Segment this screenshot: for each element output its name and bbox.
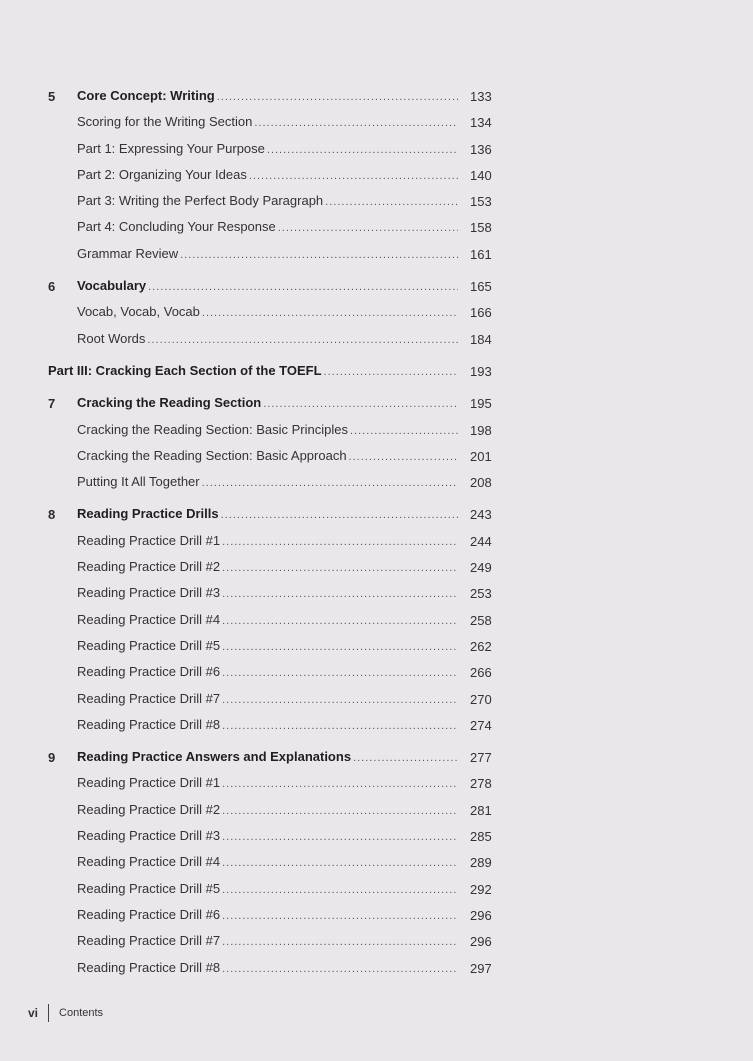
toc-page-number: 193 bbox=[470, 363, 492, 379]
dot-leader bbox=[267, 144, 458, 156]
toc-chapter-row bbox=[0, 745, 753, 771]
toc-entry bbox=[77, 585, 458, 600]
toc-part-row bbox=[0, 359, 753, 385]
toc-page-number: 262 bbox=[470, 638, 492, 654]
toc-page-number: 297 bbox=[470, 960, 492, 976]
footer-divider bbox=[48, 1004, 49, 1022]
toc-entry-title: Reading Practice Drill #5 bbox=[77, 637, 221, 653]
toc-chapter-row bbox=[0, 502, 753, 528]
toc-entry-title: Reading Practice Drill #6 bbox=[77, 664, 221, 680]
toc-sub-row bbox=[0, 444, 753, 470]
toc-entry bbox=[77, 167, 458, 182]
toc-sub-row bbox=[0, 529, 753, 555]
toc-entry bbox=[77, 193, 458, 208]
toc-entry bbox=[77, 664, 458, 679]
dot-leader bbox=[353, 752, 458, 764]
dot-leader bbox=[222, 667, 458, 679]
toc-entry-title: Part 2: Organizing Your Ideas bbox=[77, 166, 247, 182]
dot-leader bbox=[324, 366, 458, 378]
dot-leader bbox=[148, 281, 458, 293]
toc-sub-row bbox=[0, 877, 753, 903]
dot-leader bbox=[254, 117, 458, 129]
toc-entry-title: Cracking the Reading Section bbox=[77, 395, 262, 411]
toc-sub-row bbox=[0, 110, 753, 136]
toc-sub-row bbox=[0, 215, 753, 241]
toc-page-number: 285 bbox=[470, 829, 492, 845]
toc-sub-row bbox=[0, 660, 753, 686]
toc-entry bbox=[77, 881, 458, 896]
toc-entry-title: Reading Practice Drill #5 bbox=[77, 880, 221, 896]
dot-leader bbox=[222, 884, 458, 896]
toc-entry-title: Reading Practice Drill #3 bbox=[77, 828, 221, 844]
toc-sub-row bbox=[0, 824, 753, 850]
toc-sub-row bbox=[0, 418, 753, 444]
toc-sub-row bbox=[0, 798, 753, 824]
dot-leader bbox=[222, 857, 458, 869]
toc-entry bbox=[77, 691, 458, 706]
dot-leader bbox=[249, 170, 458, 182]
toc-sub-row bbox=[0, 327, 753, 353]
toc-page-number: 281 bbox=[470, 802, 492, 818]
toc-entry-title: Vocab, Vocab, Vocab bbox=[77, 304, 200, 320]
toc-entry-title: Scoring for the Writing Section bbox=[77, 114, 253, 130]
toc-entry-title: Reading Practice Drills bbox=[77, 506, 219, 522]
toc-page-number: 258 bbox=[470, 612, 492, 628]
dot-leader bbox=[217, 91, 458, 103]
toc-entry bbox=[77, 114, 458, 129]
toc-entry bbox=[77, 88, 458, 103]
toc-page-number: 201 bbox=[470, 448, 492, 464]
toc-sub-row bbox=[0, 929, 753, 955]
toc-entry-title: Part 4: Concluding Your Response bbox=[77, 219, 276, 235]
toc-entry bbox=[77, 278, 458, 293]
toc-sub-row bbox=[0, 300, 753, 326]
toc-page-number: 166 bbox=[470, 305, 492, 321]
toc-entry-title: Reading Practice Drill #1 bbox=[77, 775, 221, 791]
dot-leader bbox=[222, 694, 458, 706]
toc-page-number: 195 bbox=[470, 396, 492, 412]
toc-sub-row bbox=[0, 687, 753, 713]
dot-leader bbox=[180, 249, 458, 261]
toc-sub-row bbox=[0, 634, 753, 660]
toc-entry-title: Putting It All Together bbox=[77, 474, 200, 490]
toc-sub-row bbox=[0, 713, 753, 739]
toc-page-number: 274 bbox=[470, 717, 492, 733]
toc-sub-row bbox=[0, 956, 753, 982]
toc-page-number: 158 bbox=[470, 220, 492, 236]
toc-page-number: 165 bbox=[470, 279, 492, 295]
toc-page-number: 161 bbox=[470, 246, 492, 262]
toc-entry-title: Reading Practice Drill #2 bbox=[77, 801, 221, 817]
toc-entry bbox=[77, 219, 458, 234]
dot-leader bbox=[278, 222, 458, 234]
toc-sub-row bbox=[0, 903, 753, 929]
toc-page-number: 153 bbox=[470, 194, 492, 210]
toc-sub-row bbox=[0, 470, 753, 496]
toc-page-number: 270 bbox=[470, 691, 492, 707]
toc-entry-title: Cracking the Reading Section: Basic Approach bbox=[77, 447, 347, 463]
toc-entry bbox=[77, 422, 458, 437]
toc-entry bbox=[48, 363, 458, 378]
dot-leader bbox=[222, 778, 458, 790]
toc-entry bbox=[77, 559, 458, 574]
toc-entry-title: Reading Practice Drill #1 bbox=[77, 532, 221, 548]
toc-chapter-row bbox=[0, 274, 753, 300]
dot-leader bbox=[221, 509, 458, 521]
toc-page-number: 134 bbox=[470, 115, 492, 131]
toc-sub-row bbox=[0, 581, 753, 607]
toc-entry bbox=[77, 775, 458, 790]
toc-page-number: 266 bbox=[470, 665, 492, 681]
toc-entry-title: Reading Practice Drill #4 bbox=[77, 611, 221, 627]
dot-leader bbox=[263, 398, 458, 410]
toc-entry bbox=[77, 828, 458, 843]
toc-entry bbox=[77, 474, 458, 489]
dot-leader bbox=[222, 805, 458, 817]
toc-page-number: 296 bbox=[470, 907, 492, 923]
dot-leader bbox=[222, 910, 458, 922]
toc-entry bbox=[77, 304, 458, 319]
toc-page-number: 277 bbox=[470, 750, 492, 766]
toc-entry-title: Reading Practice Drill #7 bbox=[77, 690, 221, 706]
toc-entry-title: Reading Practice Drill #4 bbox=[77, 854, 221, 870]
page-footer bbox=[28, 1004, 103, 1022]
toc-page-number: 253 bbox=[470, 586, 492, 602]
footer-section-label: Contents bbox=[59, 1007, 104, 1019]
toc-entry bbox=[77, 638, 458, 653]
dot-leader bbox=[222, 936, 458, 948]
toc-sub-row bbox=[0, 242, 753, 268]
dot-leader bbox=[350, 425, 458, 437]
toc-entry-title: Root Words bbox=[77, 330, 146, 346]
toc-entry-title: Cracking the Reading Section: Basic Principles bbox=[77, 421, 348, 437]
table-of-contents bbox=[0, 84, 753, 982]
dot-leader bbox=[222, 536, 458, 548]
toc-entry-title: Part III: Cracking Each Section of the TOEFL bbox=[48, 362, 322, 378]
toc-sub-row bbox=[0, 850, 753, 876]
dot-leader bbox=[325, 196, 458, 208]
chapter-number: 6 bbox=[48, 279, 56, 295]
dot-leader bbox=[222, 831, 458, 843]
toc-entry bbox=[77, 448, 458, 463]
toc-entry-title: Reading Practice Drill #6 bbox=[77, 906, 221, 922]
toc-entry-title: Reading Practice Drill #8 bbox=[77, 959, 221, 975]
toc-page-number: 244 bbox=[470, 533, 492, 549]
toc-page-number: 198 bbox=[470, 422, 492, 438]
chapter-number: 8 bbox=[48, 507, 56, 523]
dot-leader bbox=[349, 451, 458, 463]
toc-entry bbox=[77, 802, 458, 817]
toc-entry bbox=[77, 141, 458, 156]
dot-leader bbox=[202, 307, 458, 319]
toc-sub-row bbox=[0, 137, 753, 163]
toc-entry-title: Reading Practice Drill #7 bbox=[77, 933, 221, 949]
chapter-number: 7 bbox=[48, 396, 56, 412]
dot-leader bbox=[222, 615, 458, 627]
toc-entry-title: Vocabulary bbox=[77, 278, 147, 294]
toc-sub-row bbox=[0, 189, 753, 215]
toc-entry bbox=[77, 960, 458, 975]
dot-leader bbox=[222, 588, 458, 600]
toc-page-number: 249 bbox=[470, 560, 492, 576]
toc-entry-title: Reading Practice Answers and Explanations bbox=[77, 749, 352, 765]
toc-chapter-row bbox=[0, 391, 753, 417]
dot-leader bbox=[222, 720, 458, 732]
toc-entry bbox=[77, 749, 458, 764]
toc-entry-title: Reading Practice Drill #3 bbox=[77, 585, 221, 601]
chapter-number: 9 bbox=[48, 750, 56, 766]
toc-entry bbox=[77, 506, 458, 521]
toc-sub-row bbox=[0, 771, 753, 797]
toc-page-number: 296 bbox=[470, 934, 492, 950]
page-folio: vi bbox=[28, 1006, 39, 1020]
toc-entry-title: Part 1: Expressing Your Purpose bbox=[77, 140, 265, 156]
toc-entry bbox=[77, 933, 458, 948]
toc-page-number: 289 bbox=[470, 855, 492, 871]
toc-entry-title: Core Concept: Writing bbox=[77, 88, 215, 103]
toc-entry bbox=[77, 854, 458, 869]
chapter-number: 5 bbox=[48, 89, 56, 104]
toc-page-number: 292 bbox=[470, 881, 492, 897]
toc-page-number: 136 bbox=[470, 141, 492, 157]
toc-entry-title: Reading Practice Drill #2 bbox=[77, 559, 221, 575]
toc-entry bbox=[77, 246, 458, 261]
toc-entry-title: Grammar Review bbox=[77, 245, 179, 261]
toc-entry bbox=[77, 717, 458, 732]
toc-page-number: 184 bbox=[470, 331, 492, 347]
toc-entry bbox=[77, 331, 458, 346]
dot-leader bbox=[222, 641, 458, 653]
toc-page-number: 140 bbox=[470, 167, 492, 183]
toc-page-number: 208 bbox=[470, 475, 492, 491]
toc-sub-row bbox=[0, 163, 753, 189]
toc-sub-row bbox=[0, 555, 753, 581]
toc-page-number: 243 bbox=[470, 507, 492, 523]
toc-entry-title: Reading Practice Drill #8 bbox=[77, 716, 221, 732]
toc-sub-row bbox=[0, 608, 753, 634]
toc-page-number: 133 bbox=[470, 89, 492, 104]
dot-leader bbox=[147, 334, 458, 346]
toc-entry-title: Part 3: Writing the Perfect Body Paragraph bbox=[77, 193, 324, 209]
toc-entry bbox=[77, 395, 458, 410]
toc-entry bbox=[77, 533, 458, 548]
dot-leader bbox=[202, 477, 458, 489]
dot-leader bbox=[222, 562, 458, 574]
toc-page-number: 278 bbox=[470, 776, 492, 792]
toc-entry bbox=[77, 612, 458, 627]
toc-entry bbox=[77, 907, 458, 922]
toc-chapter-row bbox=[0, 84, 753, 110]
dot-leader bbox=[222, 963, 458, 975]
